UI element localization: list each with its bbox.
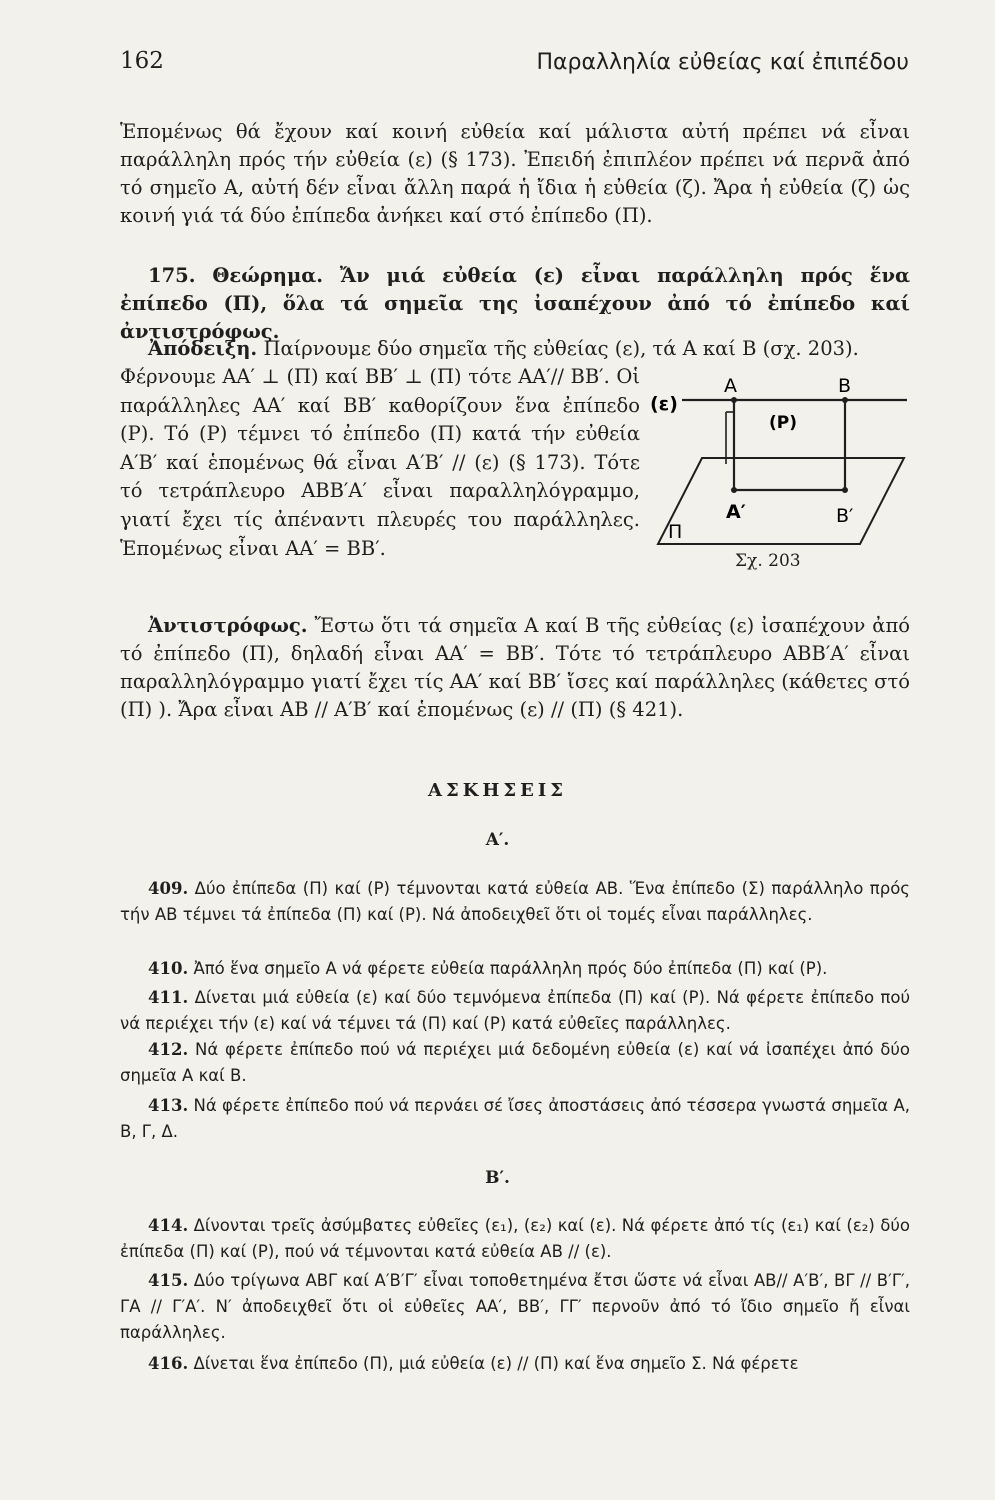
label-b-prime: B′ <box>836 505 854 527</box>
page-number: 162 <box>120 48 164 74</box>
label-pi: Π <box>668 521 683 543</box>
point-a-prime <box>731 487 737 493</box>
exercise-416: 416. Δίνεται ἕνα ἐπίπεδο (Π), μιά εὐθεία (ε) // (Π) καί ἕνα σημεῖο Σ. Νά φέρετε <box>148 1354 799 1373</box>
point-a <box>731 397 737 403</box>
theorem-statement: Ἄν μιά εὐθεία (ε) εἶναι παράλληλη πρός ἕνα ἐπίπεδο (Π), ὅλα τά σημεῖα της ἰσαπέχουν ἀπό τό ἐπίπεδο καί ἀντιστρόφως. <box>120 264 910 343</box>
proof-label: Ἀπόδειξη. <box>148 337 258 360</box>
paragraph-continuation: Ἑπομένως θά ἔχουν καί κοινή εὐθεία καί μάλιστα αὐτή πρέπει νά εἶναι παράλληλη πρός τήν εὐθεία (ε) (§ 173). Ἐπειδή ἐπιπλέον πρέπει νά περνᾶ ἀπό τό σημεῖο Α, αὐτή δέν εἶναι ἄλλη παρά ἡ ἴδια ἡ εὐθεία (ζ). Ἄρα ἡ εὐθεία (ζ) ὡς κοινή γιά τά δύο ἐπίπεδα ἀνήκει καί στό ἐπίπεδο (Π). <box>120 120 910 227</box>
page-header <box>120 48 909 82</box>
label-a: A <box>724 375 737 397</box>
exercise-412: 412. Νά φέρετε ἐπίπεδο πού νά περιέχει μιά δεδομένη εὐθεία (ε) καί νά ἰσαπέχει ἀπό δύο σημεῖα Α καί Β. <box>120 1040 910 1085</box>
point-b-prime <box>842 487 848 493</box>
proof-lead <box>148 335 910 363</box>
running-title: Παραλληλία εὐθείας καί ἐπιπέδου <box>536 50 909 75</box>
proof-lead-text: Παίρνουμε δύο σημεῖα τῆς εὐθείας (ε), τά Α καί Β (σχ. 203). <box>263 337 859 360</box>
label-epsilon: (ε) <box>650 393 678 415</box>
converse-paragraph <box>120 612 910 724</box>
label-a-prime: A′ <box>726 501 746 523</box>
proof-body: Φέρνουμε ΑΑ′ ⊥ (Π) καί ΒΒ′ ⊥ (Π) τότε ΑΑ′// ΒΒ′. Οἱ παράλληλες ΑΑ′ καί ΒΒ′ καθορίζουν ἕνα ἐπίπεδο (Ρ). Τό (Ρ) τέμνει τό ἐπίπεδο (Π) κατά τήν εὐθεία Α′Β′ καί ἑπομένως θά εἶναι Α′Β′ // (ε) (§ 173). Τότε τό τετράπλευρο ΑΒΒ′Α′ εἶναι παραλληλόγραμμο, γιατί ἔχει τίς ἀπέναντι πλευρές του παράλληλες. Ἑπομένως εἶναι ΑΑ′ = ΒΒ′. <box>120 365 640 560</box>
label-b: B <box>838 375 852 397</box>
exercises-group-a: Α′. <box>485 830 510 850</box>
theorem-number: 175. <box>148 264 196 287</box>
converse-label: Ἀντιστρόφως. <box>148 614 308 637</box>
theorem-175 <box>120 262 910 346</box>
exercise-413: 413. Νά φέρετε ἐπίπεδο πού νά περνάει σέ ἴσες ἀποστάσεις ἀπό τέσσερα γνωστά σημεῖα Α, Β, Γ, Δ. <box>120 1096 910 1141</box>
exercise-414: 414. Δίνονται τρεῖς ἀσύμβατες εὐθεῖες (ε₁), (ε₂) καί (ε). Νά φέρετε ἀπό τίς (ε₁) καί (ε₂) δύο ἐπίπεδα (Π) καί (Ρ), πού νά τέμνονται κατά εὐθεία ΑΒ // (ε). <box>120 1216 910 1261</box>
exercise-409: 409. Δύο ἐπίπεδα (Π) καί (Ρ) τέμνονται κατά εὐθεία ΑΒ. Ἕνα ἐπίπεδο (Σ) παράλληλο πρός τήν ΑΒ τέμνει τά ἐπίπεδα (Π) καί (Ρ). Νά ἀποδειχθεῖ ὅτι οἱ τομές εἶναι παράλληλες. <box>120 879 910 924</box>
label-p-plane: (P) <box>769 413 797 433</box>
point-b <box>842 397 848 403</box>
figure-caption: Σχ. 203 <box>735 551 801 571</box>
theorem-label: Θεώρημα. <box>212 264 324 287</box>
exercise-415: 415. Δύο τρίγωνα ΑΒΓ καί Α′Β′Γ′ εἶναι τοποθετημένα ἔτσι ὥστε νά εἶναι ΑΒ// Α′Β′, ΒΓ // Β′Γ′, ΓΑ // Γ′Α′. Ν′ ἀποδειχθεῖ ὅτι οἱ εὐθεῖες ΑΑ′, ΒΒ′, ΓΓ′ περνοῦν ἀπό τό ἴδιο σημεῖο ἤ εἶναι παράλληλες. <box>120 1271 911 1342</box>
exercises-title: ΑΣΚΗΣΕΙΣ <box>428 780 567 801</box>
exercise-411: 411. Δίνεται μιά εὐθεία (ε) καί δύο τεμνόμενα ἐπίπεδα (Π) καί (Ρ). Νά φέρετε ἐπίπεδο πού νά περιέχει τήν (ε) καί νά τέμνει τά (Π) καί (Ρ) κατά εὐθεῖες παράλληλες. <box>120 988 910 1033</box>
converse-text: Ἔστω ὅτι τά σημεῖα Α καί Β τῆς εὐθείας (ε) ἰσαπέχουν ἀπό τό ἐπίπεδο (Π), δηλαδή εἶναι ΑΑ′ = ΒΒ′. Τότε τό τετράπλευρο ΑΒΒ′Α′ εἶναι παραλληλόγραμμο γιατί ἔχει τίς ΑΑ′ καί ΒΒ′ ἴσες καί παράλληλες (κάθετες στό (Π) ). Ἄρα εἶναι ΑΒ // Α′Β′ καί ἑπομένως (ε) // (Π) (§ 421). <box>120 614 911 721</box>
plane-pi <box>658 458 904 544</box>
exercise-410: 410. Ἀπό ἕνα σημεῖο Α νά φέρετε εὐθεία παράλληλη πρός δύο ἐπίπεδα (Π) καί (Ρ). <box>148 959 828 978</box>
exercises-group-b: Β′. <box>485 1168 510 1188</box>
